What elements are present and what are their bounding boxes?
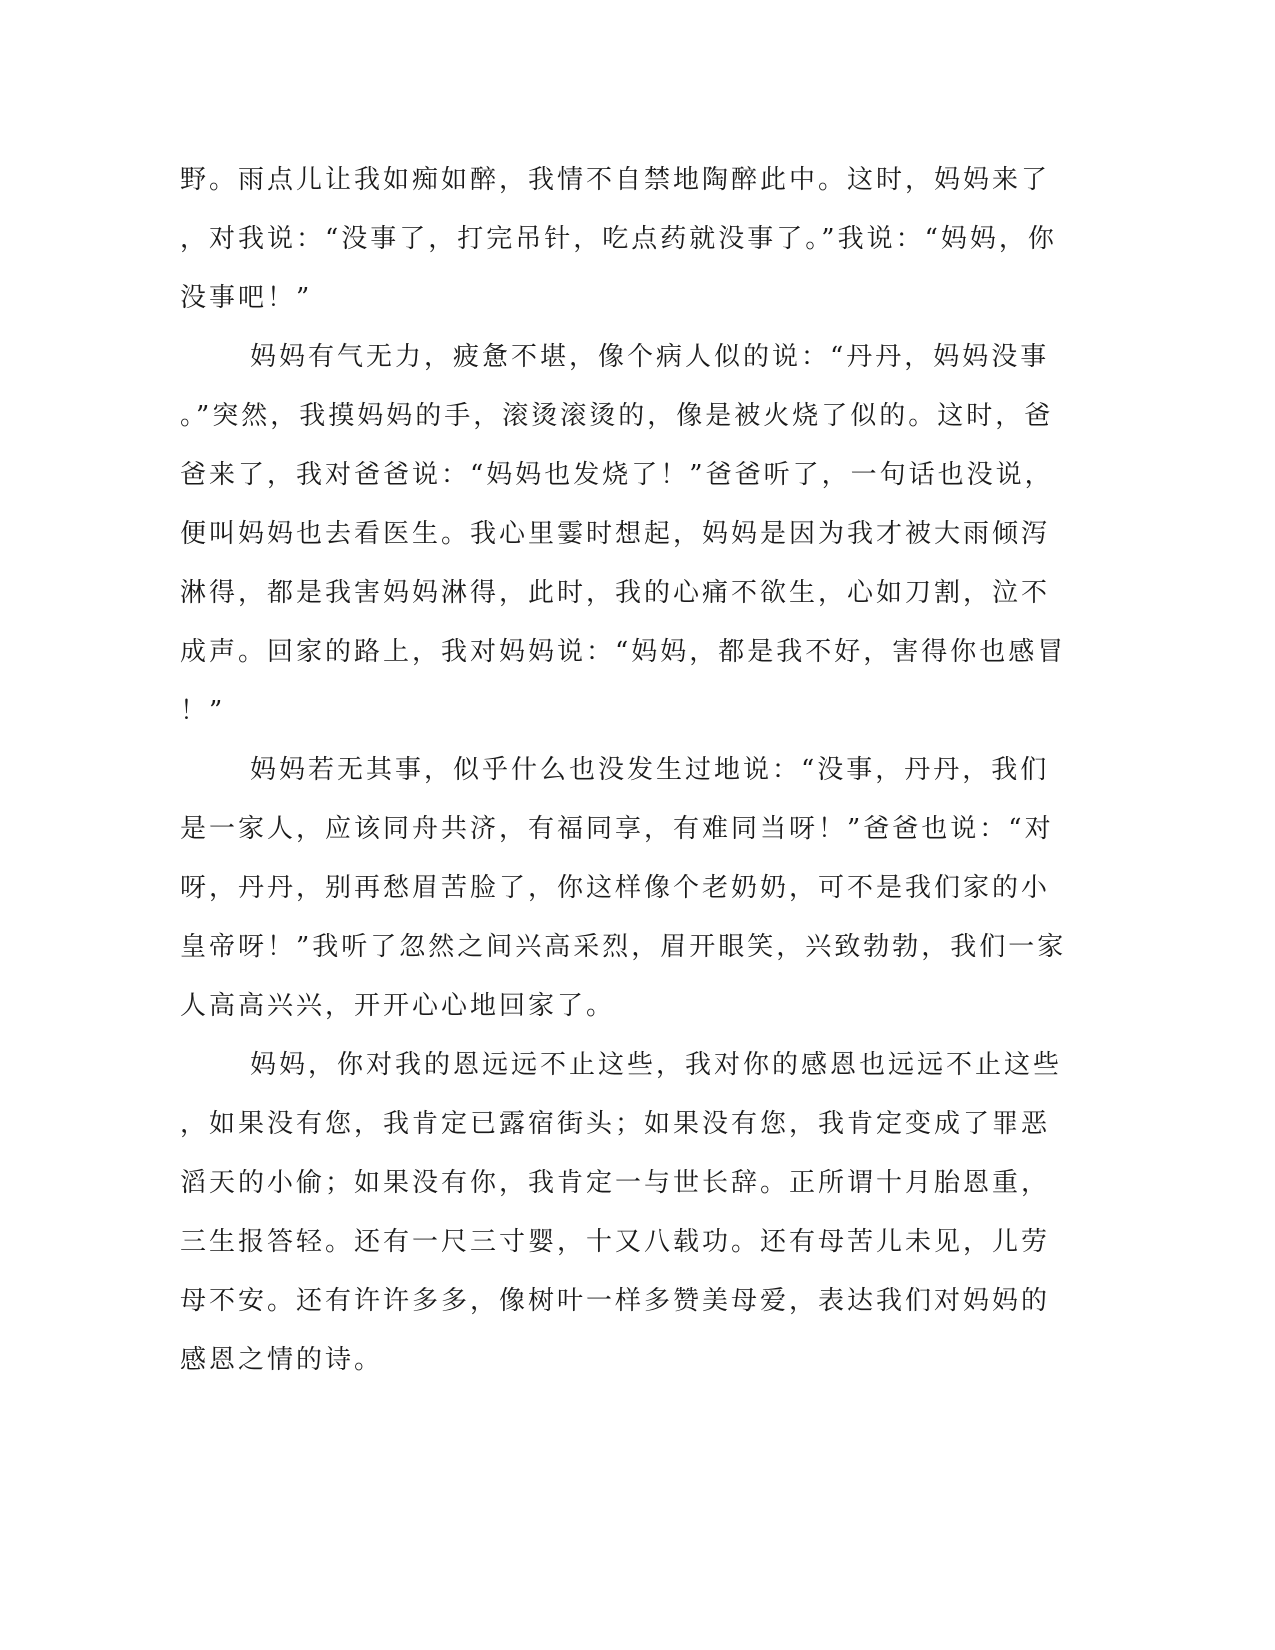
text-line: 呀，丹丹，别再愁眉苦脸了，你这样像个老奶奶，可不是我们家的小 [180, 873, 1051, 903]
text-line: 野。雨点儿让我如痴如醉，我情不自禁地陶醉此中。这时，妈妈来了 [180, 165, 1051, 195]
text-line: 皇帝呀！”我听了忽然之间兴高采烈，眉开眼笑，兴致勃勃，我们一家 [180, 932, 1067, 962]
text-line: 三生报答轻。还有一尺三寸婴，十又八载功。还有母苦儿未见，儿劳 [180, 1227, 1051, 1257]
text-line: 淋得，都是我害妈妈淋得，此时，我的心痛不欲生，心如刀割，泣不 [180, 578, 1051, 608]
text-line: 感恩之情的诗。 [180, 1345, 384, 1375]
text-line: 爸来了，我对爸爸说：“妈妈也发烧了！”爸爸听了，一句话也没说， [180, 460, 1054, 490]
text-line: 是一家人，应该同舟共济，有福同享，有难同当呀！”爸爸也说：“对 [180, 814, 1054, 844]
text-line: 母不安。还有许许多多，像树叶一样多赞美母爱，表达我们对妈妈的 [180, 1286, 1051, 1316]
text-line: ，如果没有您，我肯定已露宿街头；如果没有您，我肯定变成了罪恶 [180, 1109, 1051, 1139]
text-line: 妈妈若无其事，似乎什么也没发生过地说：“没事，丹丹，我们 [250, 755, 1050, 785]
text-line: 没事吧！” [180, 283, 313, 313]
text-line: 妈妈，你对我的恩远远不止这些，我对你的感恩也远远不止这些 [250, 1050, 1063, 1080]
text-line: ！” [180, 696, 226, 726]
text-line: 人高高兴兴，开开心心地回家了。 [180, 991, 616, 1021]
text-line: 妈妈有气无力，疲惫不堪，像个病人似的说：“丹丹，妈妈没事 [250, 342, 1050, 372]
text-line: 。”突然，我摸妈妈的手，滚烫滚烫的，像是被火烧了似的。这时，爸 [180, 401, 1054, 431]
text-line: ，对我说：“没事了，打完吊针，吃点药就没事了。”我说：“妈妈，你 [180, 224, 1057, 254]
text-line: 滔天的小偷；如果没有你，我肯定一与世长辞。正所谓十月胎恩重， [180, 1168, 1051, 1198]
text-line: 成声。回家的路上，我对妈妈说：“妈妈，都是我不好，害得你也感冒 [180, 637, 1067, 667]
text-line: 便叫妈妈也去看医生。我心里霎时想起，妈妈是因为我才被大雨倾泻 [180, 519, 1051, 549]
